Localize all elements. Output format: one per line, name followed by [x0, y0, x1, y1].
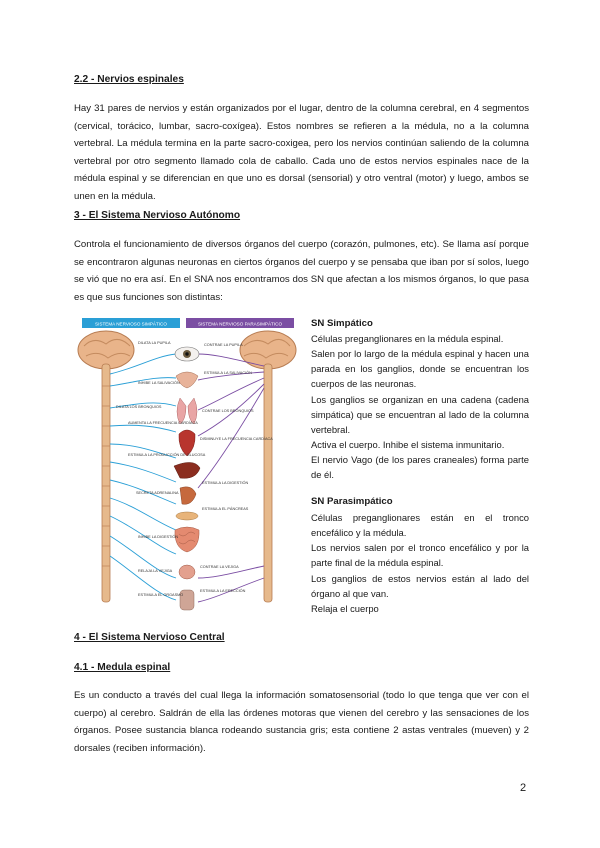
sympathetic-line: Salen por lo largo de la médula espinal y hacen una parada en los ganglios, donde se encuentran los cuerpos de las neuronas. [311, 348, 529, 390]
left-label: ESTIMULA EL ORGASMO [138, 593, 184, 597]
right-label: ESTIMULA LA SALIVACIÓN [204, 371, 252, 375]
right-label: ESTIMULA LA ERECCIÓN [200, 589, 246, 593]
left-label: SECRETA ADRENALINA [136, 491, 179, 495]
right-label: DISMINUYE LA FRECUENCIA CARDÍACA [200, 437, 273, 441]
parasympathetic-line: Relaja el cuerpo [311, 603, 379, 614]
heading-sistema-nervioso-central: 4 - El Sistema Nervioso Central [74, 632, 225, 643]
right-label: CONTRAE LA PUPILA [204, 343, 243, 347]
autonomic-nervous-system-figure [76, 316, 298, 616]
sympathetic-line: Células preganglionares en la médula espinal. [311, 333, 504, 344]
sympathetic-line: Activa el cuerpo. Inhibe el sistema inmunitario. [311, 439, 505, 450]
left-label: AUMENTA LA FRECUENCIA CARDÍACA [128, 421, 198, 425]
bladder-organ [179, 565, 195, 579]
right-label: ESTIMULA EL PÁNCREAS [202, 507, 249, 511]
pancreas-organ [176, 512, 198, 520]
paragraph-nervios-espinales: Hay 31 pares de nervios y están organizados por el lugar, dentro de la columna cerebral, en 4 segmentos (cervical, torácico, lumbar, sacro-coxígea). Estos nombres se refieren a la médula, no a la columna vertebral. La médula termina en la parte sacro-coxigea, pero los nervios continúan saliendo de la columna vertebral por otro segmento llamado cola de caballo. Cada uno de estos nervios espinales nace de la médula espinal y se diferencian en que uno es dorsal (sensorial) y otro ventral (motor) y luego, ambos se unen en la médula. [74, 103, 529, 202]
parasympathetic-title: SN Parasimpático [311, 496, 393, 507]
left-label: INHIBE LA SALIVACIÓN [138, 381, 180, 385]
right-label: CONTRAE LOS BRONQUIOS [202, 409, 254, 413]
paragraph-medula-espinal: Es un conducto a través del cual llega la información somatosensorial (todo lo que tenga que ver con el cuerpo) al cerebro. Saldrán de ella las órdenes motoras que vienen del cerebro y las sensaciones de los órganos. Posee sustancia blanca rodeando sustancia gris; esta contiene 2 astas ventrales (mueven) y 2 dorsales (reciben información). [74, 690, 529, 754]
right-label: ESTIMULA LA DIGESTIÓN [202, 481, 249, 485]
heading-medula-espinal: 4.1 - Medula espinal [74, 662, 171, 673]
left-label: ESTIMULA LA PRODUCCIÓN DE GLUCOSA [128, 453, 206, 457]
paragraph-sistema-nervioso-autonomo: Controla el funcionamiento de diversos órganos del cuerpo (corazón, pulmones, etc). Se llama así porque se encontraron algunas neuronas en ciertos órganos del cuerpo y se pensaba que iban por sí solos, luego se vió que no era así. En el SNA nos encontramos dos SN que afectan a los mismos órganos, lo que pasa es que sus funciones son distintas: [74, 239, 529, 303]
left-label: RELAJA LA VEJIGA [138, 569, 173, 573]
parasympathetic-line: Células preganglionares están en el tronco encefálico y la médula. [311, 512, 529, 539]
left-label: INHIBE LA DIGESTIÓN [138, 535, 179, 539]
left-label: DILATA LOS BRONQUIOS [116, 405, 162, 409]
parasympathetic-line: Los ganglios de estos nervios están al lado del órgano al que van. [311, 573, 529, 600]
page-number: 2 [520, 782, 527, 794]
parasympathetic-line: Los nervios salen por el tronco encefálico y por la parte final de la médula espinal. [311, 542, 529, 569]
left-label: DILATA LA PUPILA [138, 341, 171, 345]
right-label: CONTRAE LA VEJIGA [200, 565, 239, 569]
parasympathetic-header-text: SISTEMA NERVIOSO PARASIMPÁTICO [197, 321, 283, 327]
sympathetic-title: SN Simpático [311, 318, 373, 329]
heading-nervios-espinales: 2.2 - Nervios espinales [74, 74, 184, 85]
sympathetic-header-text: SISTEMA NERVIOSO SIMPÁTICO [95, 321, 167, 327]
sympathetic-line: Los ganglios se organizan en una cadena (cadena simpática) que se encuentran al lado de la columna vertebral. [311, 394, 529, 436]
heading-sistema-nervioso-autonomo: 3 - El Sistema Nervioso Autónomo [74, 210, 241, 221]
sympathetic-line: El nervio Vago (de los pares craneales) forma parte de él. [311, 454, 529, 481]
